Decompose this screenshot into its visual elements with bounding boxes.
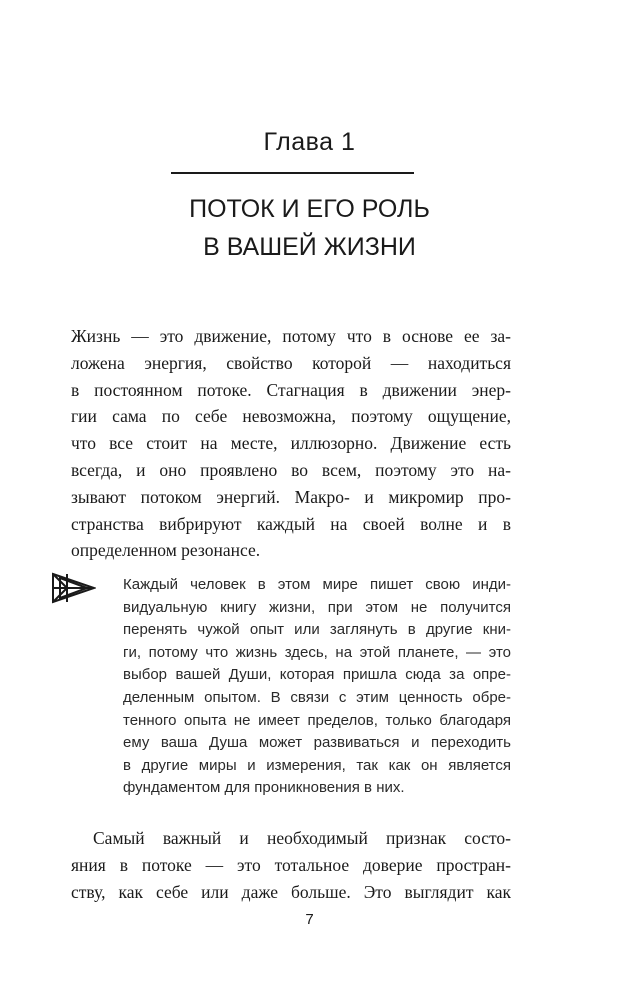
- chapter-title: [0, 190, 619, 266]
- body-paragraph: [71, 825, 511, 905]
- page-number: 7: [305, 911, 314, 928]
- text-line: всегда, и оно проявлено во всем, поэтому это на-: [71, 459, 511, 480]
- text-line: ству, как себе или даже больше. Это выглядит как: [71, 881, 511, 902]
- text-line: яния в потоке — это тотальное доверие простран-: [71, 854, 511, 875]
- callout-line: перенять чужой опыт или заглянуть в другие кни-: [123, 621, 511, 639]
- text-line: в постоянном потоке. Стагнация в движении энер-: [71, 379, 511, 400]
- callout-line: тенного опыта не имеет пределов, только благодаря: [123, 711, 511, 729]
- chapter-label: Глава 1: [263, 128, 356, 156]
- callout-line: ги, потому что жизнь здесь, на этой планете, — это: [123, 643, 511, 661]
- text-line: ложена энергия, свойство которой — находиться: [71, 352, 511, 373]
- callout-line: выбор вашей Души, которая пришла сюда за опре-: [123, 666, 511, 684]
- callout-line: видуальную книгу жизни, при этом не получится: [123, 598, 511, 616]
- text-line: гии сама по себе невозможна, поэтому ощущение,: [71, 406, 511, 427]
- callout-line: Каждый человек в этом мире пишет свою инди-: [123, 576, 511, 593]
- chapter-title-line: В ВАШЕЙ ЖИЗНИ: [203, 233, 416, 261]
- callout-line: деленным опытом. В связи с этим ценность обре-: [123, 688, 511, 706]
- text-line: Жизнь — это движение, потому что в основе ее за-: [71, 326, 511, 346]
- callout-line: фундаментом для проникновения в них.: [123, 779, 405, 797]
- chapter-divider: [171, 172, 414, 174]
- callout-line: ему ваша Душа может развиваться и переходить: [123, 734, 511, 752]
- text-line: странства вибрируют каждый на своей волне и в: [71, 513, 511, 534]
- callout-line: в другие миры и измерения, так как он является: [123, 756, 511, 774]
- text-line: Самый важный и необходимый признак состо-: [93, 828, 511, 848]
- pyramid-arrow-icon: [50, 570, 96, 606]
- chapter-title-line: ПОТОК И ЕГО РОЛЬ: [189, 195, 430, 223]
- callout-box: [123, 574, 511, 800]
- text-line: зывают потоком энергий. Макро- и микромир про-: [71, 486, 511, 507]
- text-line: определенном резонансе.: [71, 540, 261, 561]
- body-paragraph: [71, 323, 511, 564]
- text-line: что все стоит на месте, иллюзорно. Движение есть: [71, 433, 511, 454]
